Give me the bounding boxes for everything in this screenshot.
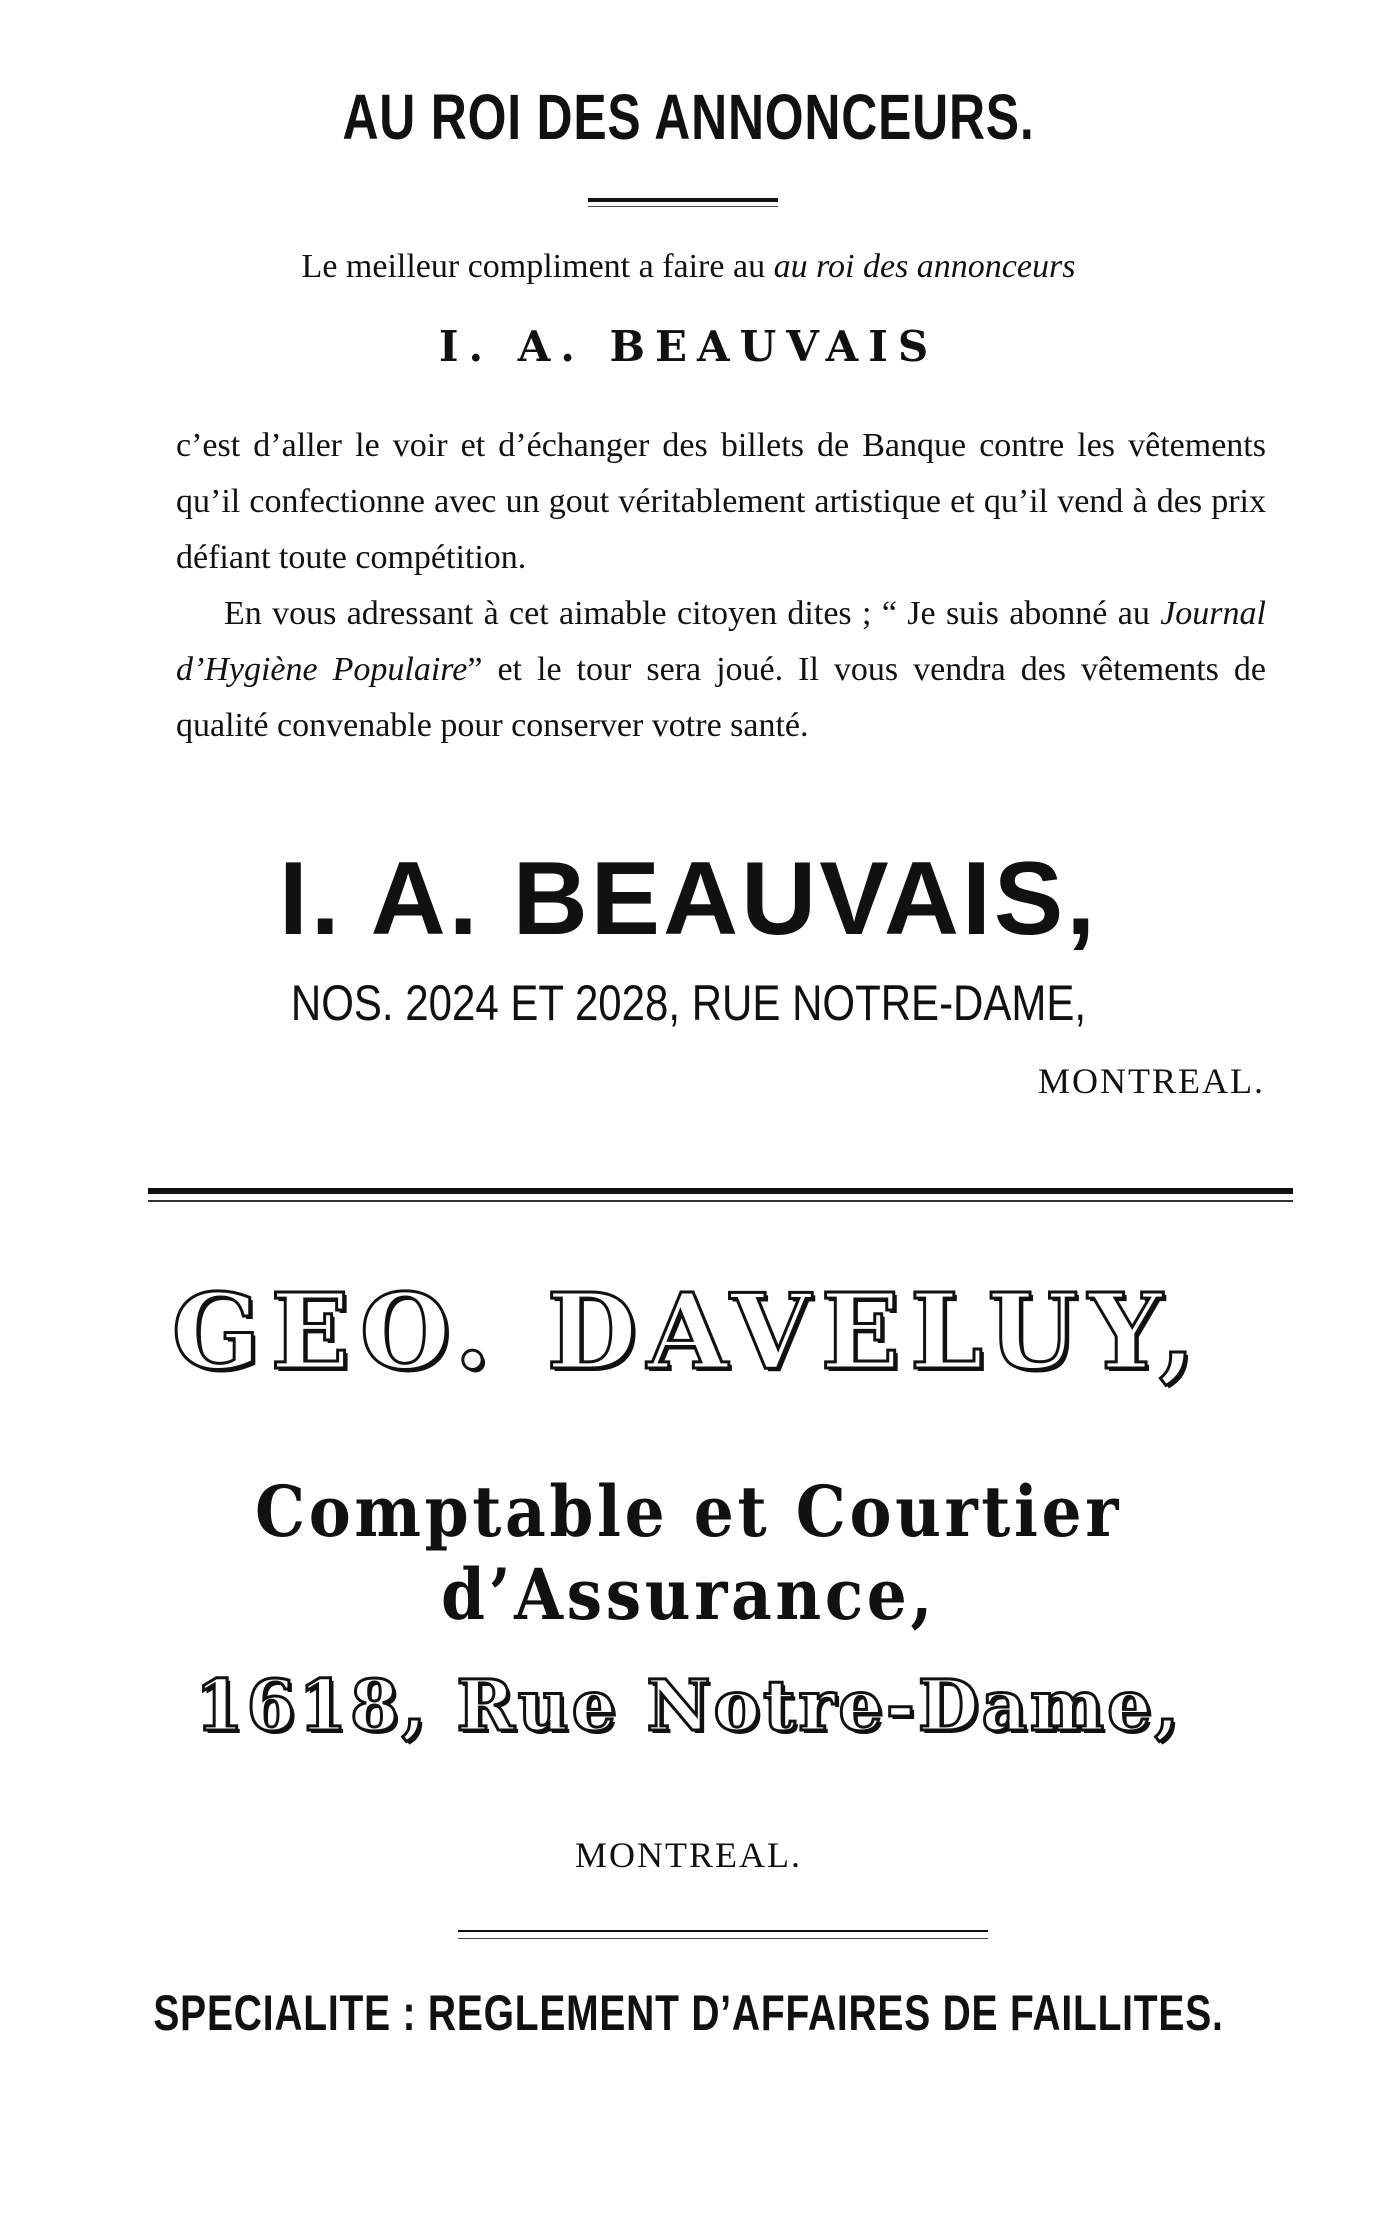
ad2-profession: Comptable et Courtier d’Assurance, xyxy=(255,1470,1122,1636)
section-divider xyxy=(148,1188,1293,1194)
ad2-name: GEO. DAVELUY, xyxy=(171,1270,1206,1393)
ornamental-rule-bottom xyxy=(458,1930,988,1932)
ad1-paragraph-2-before: En vous adressant à cet aimable citoyen dites ; “ Je suis abonné au xyxy=(224,595,1161,632)
ad1-name-small-caps: I. A. BEAUVAIS xyxy=(438,322,939,371)
ad1-heading: AU ROI DES ANNONCEURS. xyxy=(342,81,1035,153)
ornamental-rule-top xyxy=(588,198,778,202)
ad1-paragraph-1: c’est d’aller le voir et d’échanger des billets de Banque contre les vêtements qu’il confectionne avec un gout véritablement artistique et qu’il vend à des prix défiant toute compétition. xyxy=(176,427,1266,576)
ad1-paragraph-2 xyxy=(176,586,1266,754)
ad1-address: NOS. 2024 ET 2028, RUE NOTRE-DAME, xyxy=(290,975,1087,1031)
ad2-address: 1618, Rue Notre-Dame, xyxy=(194,1664,1183,1747)
ad1-name-large: I. A. BEAUVAIS, xyxy=(278,841,1099,957)
ad1-intro-line xyxy=(0,248,1377,286)
ad1-intro-italic: au roi des annonceurs xyxy=(773,248,1076,285)
ad1-journal-title: Journal d’Hygiène Populaire xyxy=(176,595,1266,688)
ad1-city: MONTREAL. xyxy=(1038,1061,1265,1101)
ad1-paragraph-2-after: ” et le tour sera joué. Il vous vendra des vêtements de qualité convenable pour conserver votre santé. xyxy=(176,651,1266,744)
ad2-city: MONTREAL. xyxy=(575,1835,802,1875)
ad1-intro-prefix: Le meilleur compliment a faire au xyxy=(301,248,774,285)
ad2-specialty: SPECIALITE : REGLEMENT D’AFFAIRES DE FAILLITES. xyxy=(153,1985,1224,2041)
ad1-body xyxy=(176,418,1266,754)
